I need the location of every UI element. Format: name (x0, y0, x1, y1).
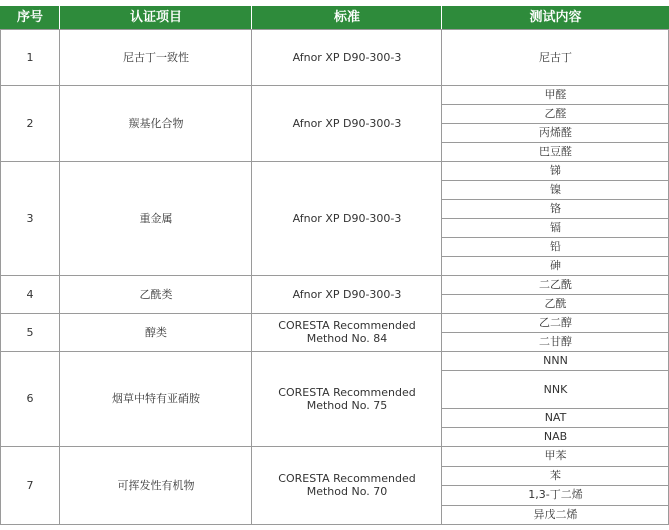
row-item: 醇类 (145, 325, 167, 339)
content-item: 二甘醇 (539, 335, 572, 348)
row-standard: Afnor XP D90-300-3 (292, 116, 402, 130)
content-item: NAB (543, 430, 568, 443)
row-divider (0, 524, 669, 525)
content-divider (442, 294, 669, 295)
content-divider (442, 370, 669, 371)
content-divider (442, 427, 669, 428)
row-item: 乙酰类 (139, 287, 173, 301)
column-divider (0, 29, 1, 525)
row-standard: Afnor XP D90-300-3 (292, 50, 402, 64)
content-item: 镍 (550, 183, 561, 196)
row-standard: Afnor XP D90-300-3 (292, 287, 402, 301)
row-standard: CORESTA Recommended Method No. 75 (278, 385, 416, 412)
row-item: 可挥发性有机物 (117, 478, 195, 492)
header-item: 认证项目 (129, 10, 182, 25)
content-item: 甲醛 (544, 88, 567, 101)
content-item: 乙醛 (544, 107, 567, 120)
column-divider (251, 29, 252, 525)
column-divider (59, 29, 60, 525)
content-item: NAT (544, 411, 567, 424)
content-divider (442, 104, 669, 105)
content-divider (442, 256, 669, 257)
content-item: 尼古丁 (539, 50, 572, 64)
content-divider (442, 123, 669, 124)
header-no: 序号 (16, 10, 43, 25)
row-item: 尼古丁一致性 (123, 50, 189, 64)
content-divider (442, 505, 669, 506)
content-item: 1,3-丁二烯 (528, 488, 583, 502)
content-item: 巴豆醛 (539, 145, 572, 158)
content-divider (442, 408, 669, 409)
content-item: 铅 (550, 240, 561, 253)
content-item: 二乙酰 (539, 278, 572, 291)
content-divider (442, 180, 669, 181)
row-no: 7 (26, 478, 34, 492)
row-item: 重金属 (139, 211, 173, 225)
content-item: 乙二醇 (539, 316, 572, 329)
content-item: NNK (543, 382, 568, 396)
table-header (0, 6, 669, 29)
column-divider (441, 29, 442, 525)
row-no: 5 (26, 325, 34, 339)
content-divider (442, 332, 669, 333)
content-divider (442, 142, 669, 143)
content-item: 甲苯 (544, 449, 567, 463)
header-content: 测试内容 (529, 10, 582, 25)
row-no: 4 (26, 287, 34, 301)
content-divider (442, 237, 669, 238)
content-item: NNN (543, 354, 568, 367)
content-item: 铬 (550, 202, 561, 215)
row-no: 6 (26, 392, 34, 405)
row-no: 1 (26, 50, 34, 64)
content-item: 丙烯醛 (539, 126, 572, 139)
row-standard: CORESTA Recommended Method No. 70 (278, 472, 416, 498)
row-no: 3 (26, 211, 34, 225)
content-divider (442, 466, 669, 467)
header-standard: 标准 (333, 10, 360, 25)
row-standard: CORESTA Recommended Method No. 84 (278, 319, 416, 345)
content-divider (442, 199, 669, 200)
row-item: 羰基化合物 (128, 116, 184, 130)
content-divider (442, 485, 669, 486)
content-item: 苯 (550, 468, 561, 482)
content-item: 锑 (550, 164, 561, 177)
row-standard: Afnor XP D90-300-3 (292, 211, 402, 225)
row-no: 2 (26, 116, 34, 130)
content-divider (442, 218, 669, 219)
content-item: 砷 (550, 259, 561, 272)
content-item: 镉 (550, 221, 561, 234)
content-item: 异戊二烯 (533, 507, 578, 521)
row-item: 烟草中特有亚硝胺 (112, 392, 200, 405)
content-item: 乙酰 (544, 297, 567, 310)
